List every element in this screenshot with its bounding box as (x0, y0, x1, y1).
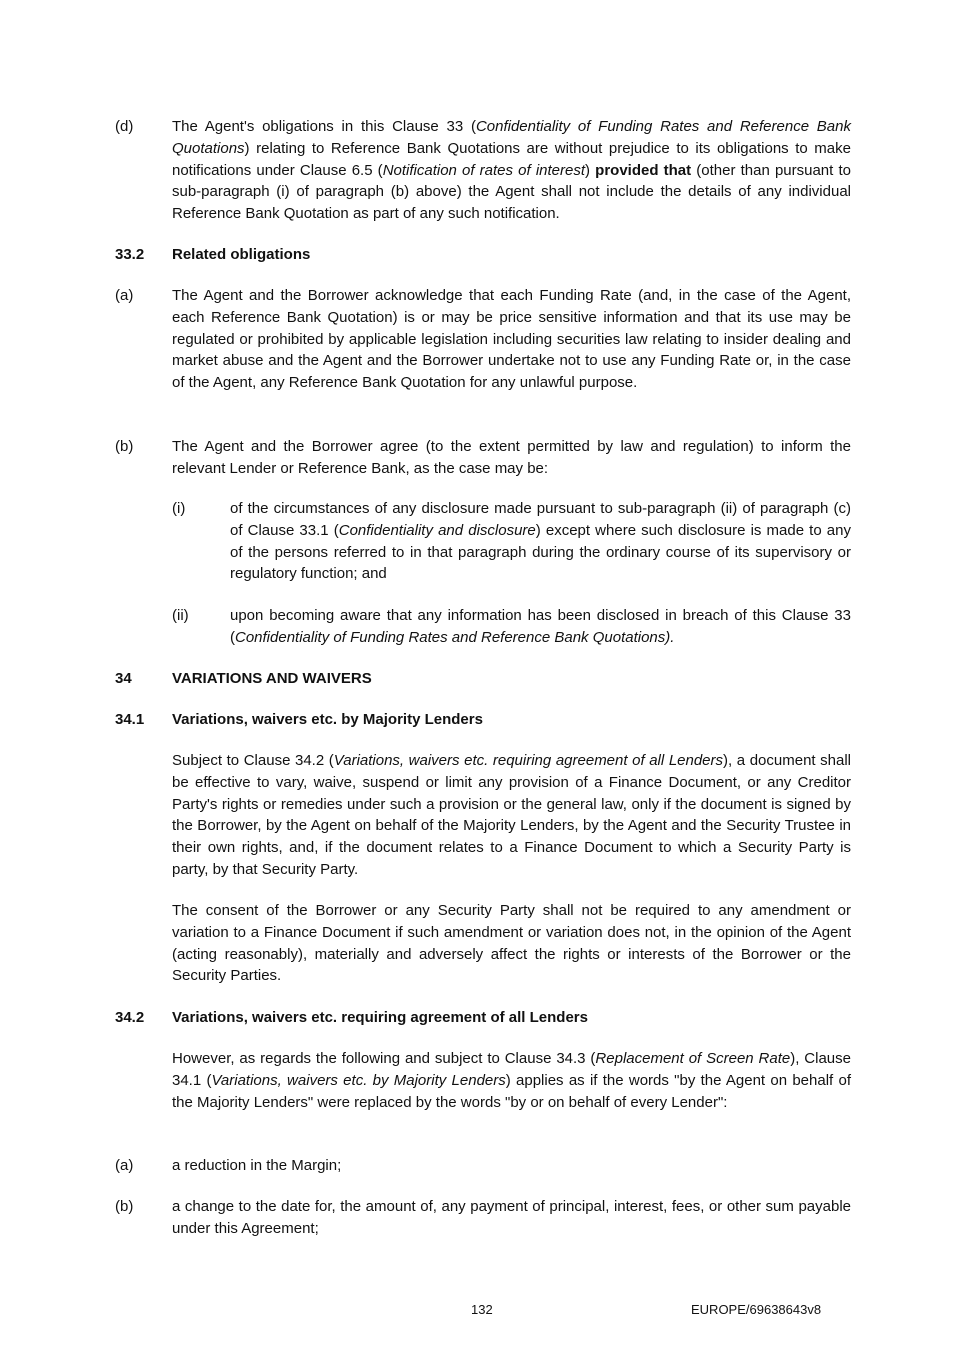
section-title: Related obligations (172, 246, 311, 263)
paragraph-text: a change to the date for, the amount of, any payment of principal, interest, fees, or other sum payable under this Agreement; (172, 1198, 851, 1237)
paragraph-34-2-b (115, 1196, 851, 1240)
paragraph-label: (a) (115, 287, 134, 304)
section-title: Variations, waivers etc. by Majority Lenders (172, 711, 483, 728)
paragraph-33-2-b (115, 436, 851, 480)
section-number: 34 (115, 670, 132, 687)
paragraph-label: (a) (115, 1157, 134, 1174)
subparagraph-text: upon becoming aware that any information has been disclosed in breach of this Clause 33 (Confidentiality of Funding Rates and Reference Bank Quotations). (230, 607, 851, 646)
paragraph-33-2-a (115, 285, 851, 394)
paragraph-text: The consent of the Borrower or any Security Party shall not be required to any amendment or variation to a Finance Document if such amendment or variation does not, in the opinion of the Agent (acting reasonably), materially and adversely affect the rights or interests of the Borrower or the Security Parties. (172, 902, 851, 985)
paragraph-text: Subject to Clause 34.2 (Variations, waivers etc. requiring agreement of all Lenders), a document shall be effective to vary, waive, suspend or limit any provision of a Finance Document, or any Creditor Party's rights or remedies under such a provision or the general law, only if the document is signed by the Borrower, by the Agent on behalf of the Majority Lenders, by the Agent and the Security Trustee in their own rights, and, if the document relates to a Finance Document to which a Security Party is party, by that Security Party. (172, 752, 852, 878)
paragraph-label: (b) (115, 438, 134, 455)
subparagraph-label: (i) (172, 500, 186, 517)
paragraph-34-2-intro (115, 1048, 851, 1113)
subparagraph-label: (ii) (172, 607, 189, 624)
section-number: 33.2 (115, 246, 145, 263)
paragraph-text: However, as regards the following and subject to Clause 34.3 (Replacement of Screen Rate), Clause 34.1 (Variations, waivers etc. by Majority Lenders) applies as if the words "by the Agent on behalf of the Majority Lenders" were replaced by the words "by or on behalf of every Lender": (172, 1050, 851, 1111)
section-title: VARIATIONS AND WAIVERS (172, 670, 372, 687)
section-heading-33-2 (115, 244, 851, 266)
paragraph-text: The Agent and the Borrower agree (to the extent permitted by law and regulation) to inform the relevant Lender or Reference Bank, as the case may be: (172, 438, 851, 477)
section-heading-34 (115, 668, 851, 690)
section-number: 34.1 (115, 711, 145, 728)
subparagraph-i (115, 498, 851, 585)
section-heading-34-1 (115, 709, 851, 731)
paragraph-text: The Agent and the Borrower acknowledge that each Funding Rate (and, in the case of the Agent, each Reference Bank Quotation) is or may be price sensitive information and that its use may be regulated or prohibited by applicable legislation including securities law relating to insider dealing and market abuse and the Agent and the Borrower undertake not to use any Funding Rate or, in the case of the Agent, any Reference Bank Quotation for any unlawful purpose. (172, 287, 851, 392)
paragraph-d (115, 116, 851, 225)
paragraph-text: a reduction in the Margin; (172, 1157, 342, 1174)
paragraph-label: (d) (115, 118, 134, 135)
paragraph-label: (b) (115, 1198, 134, 1215)
page-number: 132 (471, 1302, 493, 1317)
subparagraph-ii (115, 605, 851, 649)
section-heading-34-2 (115, 1007, 851, 1029)
paragraph-34-1-first (115, 750, 851, 881)
document-reference: EUROPE/69638643v8 (691, 1302, 822, 1317)
paragraph-34-2-a (115, 1155, 851, 1177)
paragraph-text: The Agent's obligations in this Clause 33 (Confidentiality of Funding Rates and Reference Bank Quotations) relating to Reference Bank Quotations are without prejudice to its obligations to make notifications under Clause 6.5 (Notification of rates of interest) provided that (other than pursuant to sub-paragraph (i) of paragraph (b) above) the Agent shall not include the details of any individual Reference Bank Quotation as part of any such notification. (172, 118, 851, 223)
section-number: 34.2 (115, 1009, 145, 1026)
section-title: Variations, waivers etc. requiring agreement of all Lenders (172, 1009, 588, 1026)
subparagraph-text: of the circumstances of any disclosure made pursuant to sub-paragraph (ii) of paragraph (c) of Clause 33.1 (Confidentiality and disclosure) except where such disclosure is made to any of the persons referred to in that paragraph during the ordinary course of its supervisory or regulatory function; and (230, 500, 851, 583)
paragraph-34-1-second (115, 900, 851, 987)
